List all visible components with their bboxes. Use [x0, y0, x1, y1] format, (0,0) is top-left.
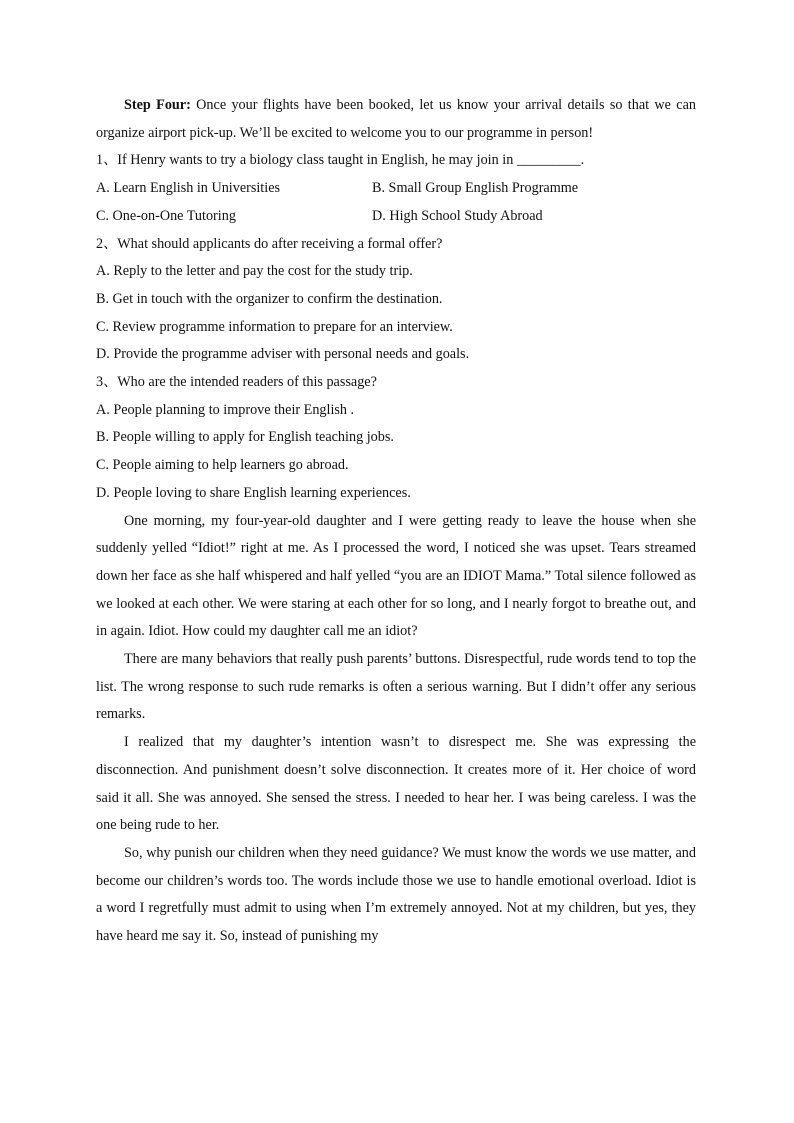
question-1-option-a: A. Learn English in Universities	[96, 180, 281, 197]
step-four-text: Once your flights have been booked, let us know your arrival details so that we can organize airport pick-up. We’ll be excited to welcome you to our programme in person!	[96, 97, 696, 141]
question-3-stem: 3、Who are the intended readers of this passage?	[96, 374, 377, 391]
question-3-option-b: B. People willing to apply for English teaching jobs.	[96, 429, 394, 446]
question-1-option-b: B. Small Group English Programme	[372, 180, 579, 197]
question-2-option-c: C. Review programme information to prepare for an interview.	[96, 318, 453, 335]
question-1-options-row-1	[96, 175, 696, 203]
question-3-option-a: A. People planning to improve their English .	[96, 401, 355, 418]
question-2-stem: 2、What should applicants do after receiving a formal offer?	[96, 235, 443, 252]
question-2-option-a: A. Reply to the letter and pay the cost for the study trip.	[96, 263, 413, 280]
passage-paragraph-2: There are many behaviors that really push parents’ buttons. Disrespectful, rude words tend to top the list. The wrong response to such rude remarks is often a serious warning. But I didn’t offer any serious remarks.	[96, 651, 696, 723]
document-page	[96, 92, 696, 951]
question-3-option-c: C. People aiming to help learners go abroad.	[96, 457, 349, 474]
question-1-option-c: C. One-on-One Tutoring	[96, 207, 236, 224]
passage-paragraph-3: I realized that my daughter’s intention wasn’t to disrespect me. She was expressing the disconnection. And punishment doesn’t solve disconnection. It creates more of it. Her choice of word said it all. She was annoyed. She sensed the stress. I needed to hear her. I was being careless. I was the one being rude to her.	[96, 734, 696, 834]
question-1-option-d: D. High School Study Abroad	[372, 207, 543, 224]
question-2-option-d: D. Provide the programme adviser with personal needs and goals.	[96, 346, 470, 363]
step-four-paragraph	[96, 92, 696, 147]
question-1-stem: 1、If Henry wants to try a biology class taught in English, he may join in _________.	[96, 152, 585, 169]
passage-paragraph-1: One morning, my four-year-old daughter and I were getting ready to leave the house when she suddenly yelled “Idiot!” right at me. As I processed the word, I noticed she was upset. Tears streamed down her face as she half whispered and half yelled “you are an IDIOT Mama.” Total silence followed as we looked at each other. We were staring at each other for so long, and I nearly forgot to breathe out, and in again. Idiot. How could my daughter call me an idiot?	[96, 512, 696, 640]
question-1-options-row-2	[96, 203, 696, 231]
passage-paragraph-4: So, why punish our children when they need guidance? We must know the words we use matter, and become our children’s words too. The words include those we use to handle emotional overload. Idiot is a word I regretfully must admit to using when I’m extremely annoyed. Not at my children, but yes, they have heard me say it. So, instead of punishing my	[96, 844, 696, 945]
question-2-option-b: B. Get in touch with the organizer to confirm the destination.	[96, 290, 443, 307]
step-four-label: Step Four:	[124, 97, 191, 113]
question-3-option-d: D. People loving to share English learning experiences.	[96, 484, 411, 501]
